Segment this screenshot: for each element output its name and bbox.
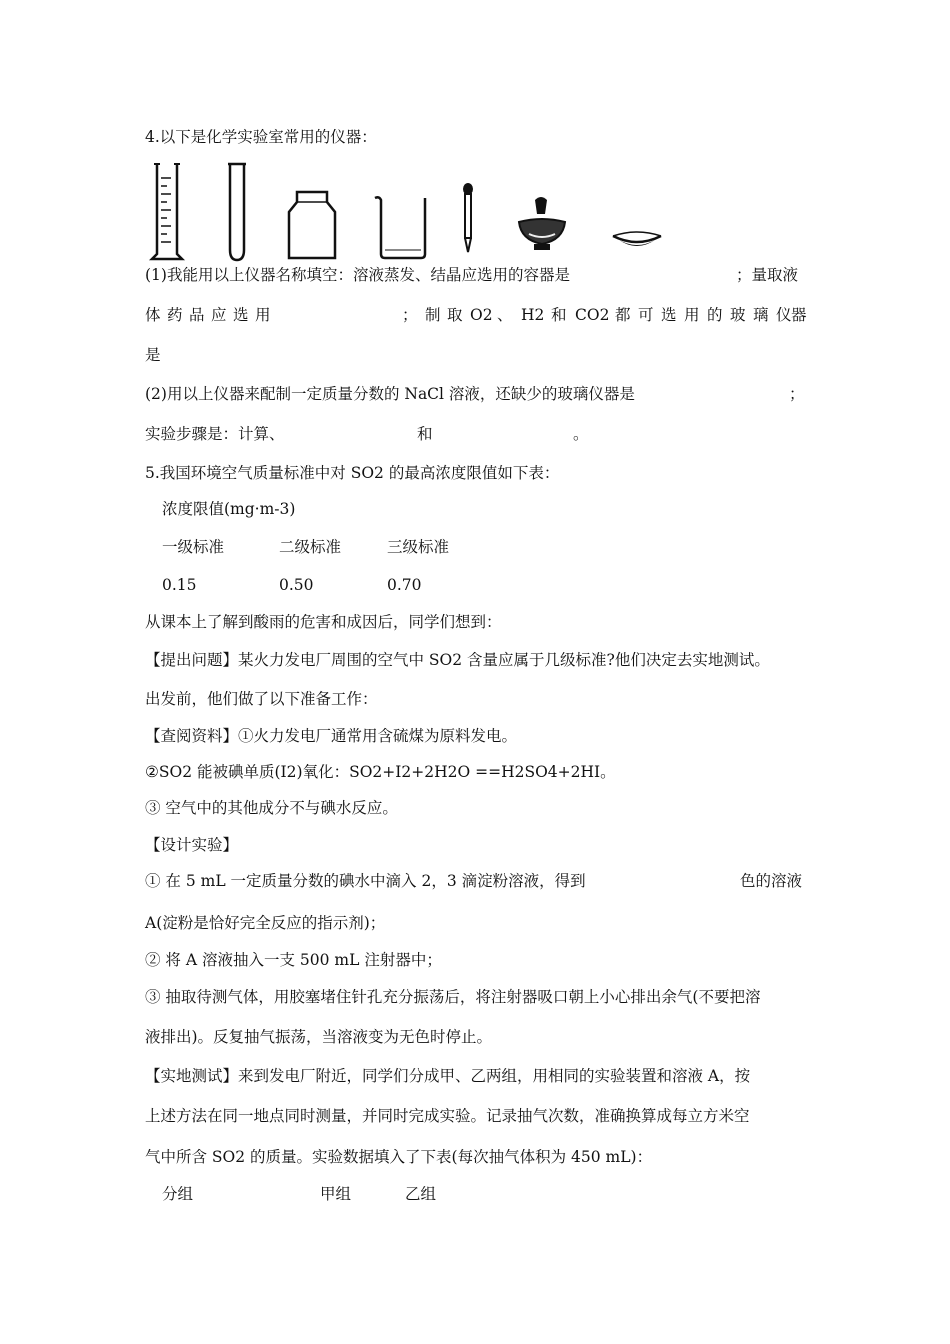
word: 体	[145, 306, 161, 324]
word: 选	[661, 306, 677, 324]
word: 用	[255, 306, 271, 324]
evaporating-dish-icon	[611, 230, 663, 252]
q5-question: 【提出问题】某火力发电厂周围的空气中 SO2 含量应属于几级标准?他们决定去实地测试。	[145, 651, 770, 669]
q5-reference: ③ 空气中的其他成分不与碘水反应。	[145, 799, 398, 817]
q5-intro: 5.我国环境空气质量标准中对 SO2 的最高浓度限值如下表：	[145, 464, 560, 482]
wide-mouth-bottle-icon	[285, 190, 339, 262]
q4-steps-end: 。	[573, 425, 589, 443]
dropper-icon	[461, 182, 475, 254]
word: 的	[707, 306, 723, 324]
beaker-icon	[373, 194, 431, 260]
q4-part1-line3: 是	[145, 346, 161, 364]
table1-col: 三级标准	[387, 538, 450, 556]
table2-col: 分组	[162, 1185, 194, 1203]
q5-step3: ③ 抽取待测气体，用胶塞堵住针孔充分振荡后，将注射器吸口朝上小心排出余气(不要把溶	[145, 988, 761, 1006]
q4-steps-and: 和	[417, 425, 433, 443]
q5-field-test: 【实地测试】来到发电厂附近，同学们分成甲、乙两组，用相同的实验装置和溶液 A，按	[145, 1067, 751, 1085]
q4-part2-tail: ；	[789, 385, 805, 403]
word: 取	[447, 306, 463, 324]
word: 都	[615, 306, 631, 324]
word: 和	[551, 306, 567, 324]
q5-design-heading: 【设计实验】	[145, 836, 239, 854]
q5-reference: ②SO2 能被碘单质(I2)氧化：SO2+I2+2H2O ==H2SO4+2HI。	[145, 763, 616, 781]
q4-part2-line1	[145, 384, 805, 404]
word: 、	[497, 306, 513, 324]
q4-steps-text: 实验步骤是：计算、	[145, 425, 285, 443]
word: 药	[167, 306, 183, 324]
mortar-pestle-icon	[515, 196, 569, 252]
q4-part1-line1	[145, 265, 799, 285]
word: 璃	[753, 306, 769, 324]
q4-intro: 4.以下是化学实验室常用的仪器：	[145, 128, 377, 146]
word: 应	[211, 306, 227, 324]
q4-steps	[145, 424, 589, 444]
word: 器	[791, 306, 807, 324]
table1-col: 一级标准	[162, 538, 225, 556]
q5-line: 液排出)。反复抽气振荡，当溶液变为无色时停止。	[145, 1028, 493, 1046]
q4-part1-tail: ；量取液	[736, 266, 799, 284]
q5-reference: 【查阅资料】①火力发电厂通常用含硫煤为原料发电。	[145, 727, 518, 745]
measuring-cylinder-icon	[149, 162, 185, 262]
q5-line: A(淀粉是恰好完全反应的指示剂)；	[145, 914, 386, 932]
word: 制	[425, 306, 441, 324]
word: 可	[638, 306, 654, 324]
q5-line: 气中所含 SO2 的质量。实验数据填入了下表(每次抽气体积为 450 mL)：	[145, 1148, 653, 1166]
word: CO2	[575, 306, 610, 324]
word: O2	[470, 306, 493, 324]
table1-col: 二级标准	[279, 538, 342, 556]
table2-col: 乙组	[405, 1185, 437, 1203]
q4-part2-text: (2)用以上仪器来配制一定质量分数的 NaCl 溶液，还缺少的玻璃仪器是	[145, 385, 635, 403]
table1-header: 浓度限值(mg·m-3)	[162, 500, 296, 518]
word: 用	[684, 306, 700, 324]
q5-line: 出发前，他们做了以下准备工作：	[145, 690, 378, 708]
test-tube-icon	[225, 162, 249, 262]
word: 仪	[776, 306, 792, 324]
word: 玻	[730, 306, 746, 324]
q5-step1	[145, 871, 803, 891]
table2-col: 甲组	[320, 1185, 352, 1203]
table1-val: 0.15	[162, 576, 197, 594]
q5-step1-text: ① 在 5 mL 一定质量分数的碘水中滴入 2，3 滴淀粉溶液，得到	[145, 872, 586, 890]
word: 品	[189, 306, 205, 324]
instrument-figure	[145, 158, 665, 262]
word: ；	[402, 306, 418, 324]
q5-line: 从课本上了解到酸雨的危害和成因后，同学们想到：	[145, 613, 502, 631]
q5-step2: ② 将 A 溶液抽入一支 500 mL 注射器中；	[145, 951, 442, 969]
table1-val: 0.50	[279, 576, 314, 594]
q5-line: 上述方法在同一地点同时测量，并同时完成实验。记录抽气次数，准确换算成每立方米空	[145, 1107, 750, 1125]
q5-step1-tail: 色的溶液	[740, 872, 803, 890]
word: 选	[233, 306, 249, 324]
word: H2	[521, 306, 545, 324]
q4-part1-text: (1)我能用以上仪器名称填空：溶液蒸发、结晶应选用的容器是	[145, 266, 570, 284]
table1-val: 0.70	[387, 576, 422, 594]
